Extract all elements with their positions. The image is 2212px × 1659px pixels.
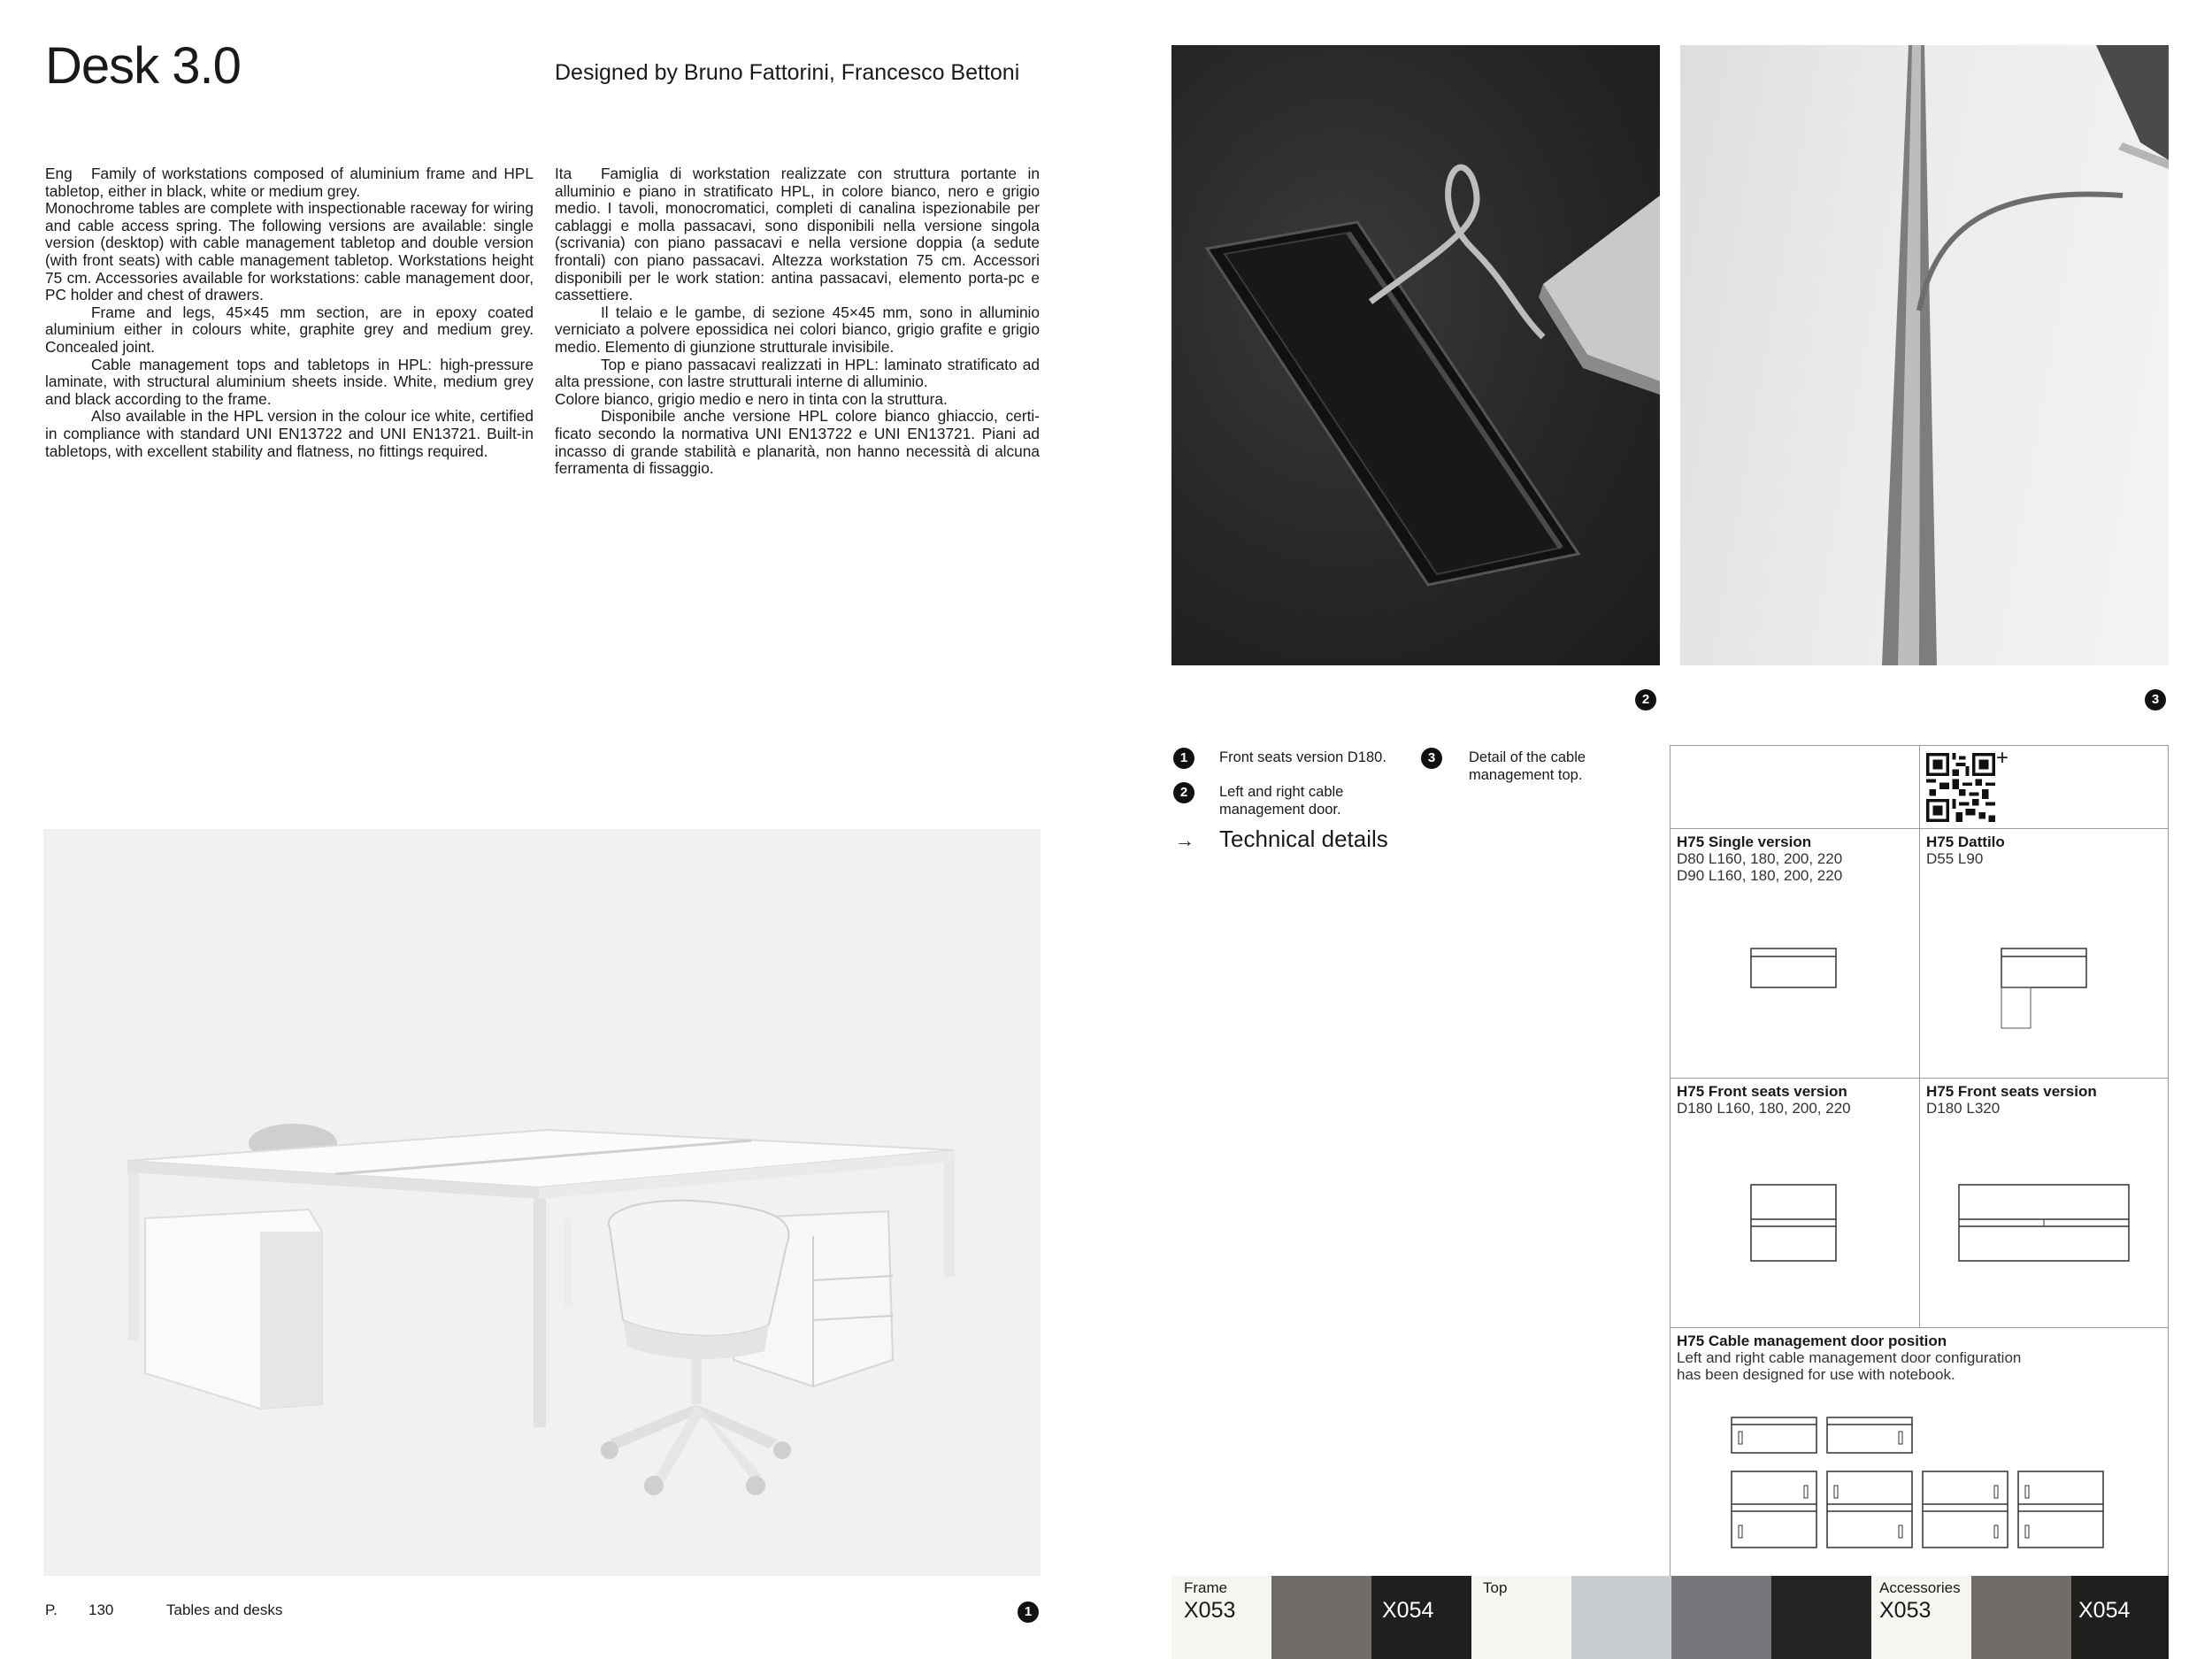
- cable-door-illustration: [1171, 45, 1660, 665]
- photo-badge-2: 2: [1635, 689, 1656, 710]
- front-seats-spec-1: H75 Front seats version D180 L160, 180, 200, 220: [1677, 1083, 1851, 1117]
- grid-divider-v: [1919, 746, 1920, 1327]
- front-seats-drawing-2: [1958, 1184, 2131, 1265]
- top-swatch-black: [1771, 1576, 1871, 1659]
- ita-lang-label: Ita: [555, 165, 572, 182]
- page-prefix: P.: [45, 1601, 58, 1618]
- dattilo-drawing: [2001, 948, 2089, 1032]
- arrow-right-icon: →: [1175, 829, 1194, 851]
- caption-badge-3: 3: [1421, 748, 1442, 769]
- english-description: [45, 165, 534, 460]
- frame-code-2: X054: [1382, 1598, 1434, 1623]
- qr-code[interactable]: [1926, 753, 1997, 824]
- technical-details-link[interactable]: Technical details: [1219, 826, 1388, 852]
- single-version-spec: H75 Single version D80 L160, 180, 200, 220 D90 L160, 180, 200, 220: [1677, 833, 1843, 884]
- eng-paragraph-2: Monochrome tables are complete with inspectionable raceway for wiring and cable access spring. The following versions are available: single version (desktop) with cable management tabletop and double version (with front seats) with cable management tabletop. Workstations height 75 cm. Accessories available for workstations: cable management door, PC holder and chest of drawers.: [45, 199, 534, 304]
- page-number: 130: [88, 1601, 114, 1618]
- ita-paragraph-1: Ita Famiglia di workstation realizzate con struttura portante in alluminio e piano in stratificato HPL, in colore bianco, nero e grigio medio. I tavoli, monocromatici, completi di canalina ispezionabile per cablaggi e molla passacavi, sono disponibili nella versione singola (scrivania) con piano passacavi e nella versione doppia (a sedute frontali) con piano passacavi. Altezza workstation 75 cm. Accessori disponibili per le work station: antina passacavi, elemento porta-pc e cassettiere.: [555, 165, 1040, 304]
- technical-drawings-grid: [1670, 745, 2169, 1577]
- cable-door-drawings: [1731, 1416, 2111, 1548]
- top-label: Top: [1483, 1579, 1508, 1596]
- italian-description: [555, 165, 1040, 478]
- caption-1: Front seats version D180.: [1219, 749, 1386, 765]
- grid-divider-h1: [1671, 828, 2168, 829]
- eng-paragraph-3: Frame and legs, 45×45 mm section, are in epoxy coated aluminium either in colours white, graphite grey and medium grey. Concealed joint.: [45, 303, 534, 356]
- ita-paragraph-4: Colore bianco, grigio medio e nero in tinta con la struttura.: [555, 389, 948, 408]
- caption-badge-2: 2: [1173, 782, 1194, 803]
- accessories-label: Accessories: [1879, 1579, 1961, 1596]
- accessories-code-1: X053: [1879, 1598, 1932, 1623]
- frame-label: Frame: [1184, 1579, 1228, 1596]
- designer-credit: Designed by Bruno Fattorini, Francesco Bettoni: [555, 60, 1020, 85]
- cable-top-illustration: [1680, 45, 2169, 665]
- dattilo-spec: H75 Dattilo D55 L90: [1926, 833, 2005, 867]
- top-swatch-ice: [1571, 1576, 1671, 1659]
- ita-paragraph-3: Top e piano passacavi realizzati in HPL: laminato stratificato ad alta pressione, con lastre strutturali interne di alluminio.: [555, 355, 1040, 391]
- eng-lang-label: Eng: [45, 165, 73, 182]
- grid-divider-h3: [1671, 1327, 2168, 1328]
- section-name: Tables and desks: [166, 1601, 283, 1618]
- caption-badge-1: 1: [1173, 748, 1194, 769]
- top-swatch-grey: [1671, 1576, 1771, 1659]
- accessories-swatch-mid-grey: [1971, 1576, 2071, 1659]
- caption-3: Detail of the cable management top.: [1469, 749, 1586, 783]
- front-seats-drawing-1: [1750, 1184, 1839, 1265]
- page-title: Desk 3.0: [45, 37, 241, 95]
- desk-illustration: [43, 829, 1041, 1576]
- frame-swatch-mid-grey: [1271, 1576, 1371, 1659]
- photo-cable-top-detail: [1680, 45, 2169, 665]
- cable-door-spec: H75 Cable management door position Left and right cable management door configuration has been designed for use with notebook.: [1677, 1333, 2022, 1383]
- frame-code-1: X053: [1184, 1598, 1236, 1623]
- caption-2: Left and right cable management door.: [1219, 784, 1344, 818]
- plus-icon[interactable]: +: [1996, 746, 2009, 770]
- ita-paragraph-5: Disponibile anche versione HPL colore bianco ghiaccio, certificato secondo la normativa UNI EN13722 e UNI EN13721. Piani ad incasso di grande stabilità e planarità, non hanno necessità di alcuna ferramenta di fissaggio.: [555, 407, 1040, 478]
- single-version-drawing: [1750, 948, 1839, 990]
- eng-paragraph-4: Cable management tops and tabletops in HPL: high-pressure laminate, with structural aluminium sheets inside. White, medium grey and black according to the frame.: [45, 355, 534, 408]
- accessories-code-2: X054: [2078, 1598, 2131, 1623]
- grid-divider-h2: [1671, 1078, 2168, 1079]
- eng-paragraph-5: Also available in the HPL version in the colour ice white, certified in compliance with standard UNI EN13722 and UNI EN13721. Built-in tabletops, with excellent stability and flatness, no fittings required.: [45, 407, 534, 460]
- ita-paragraph-2: Il telaio e le gambe, di sezione 45×45 mm, sono in alluminio verniciato a polvere epossidica nei colori bianco, grigio grafite e grigio medio. Elemento di giunzione strutturale invisibile.: [555, 303, 1040, 356]
- eng-paragraph-1: Eng Family of workstations composed of aluminium frame and HPL tabletop, either in black, white or medium grey.: [45, 165, 534, 200]
- photo-badge-1: 1: [1018, 1601, 1039, 1623]
- photo-cable-door: [1171, 45, 1660, 665]
- photo-desk-front-seats: [43, 829, 1041, 1576]
- front-seats-spec-2: H75 Front seats version D180 L320: [1926, 1083, 2097, 1117]
- photo-badge-3: 3: [2145, 689, 2166, 710]
